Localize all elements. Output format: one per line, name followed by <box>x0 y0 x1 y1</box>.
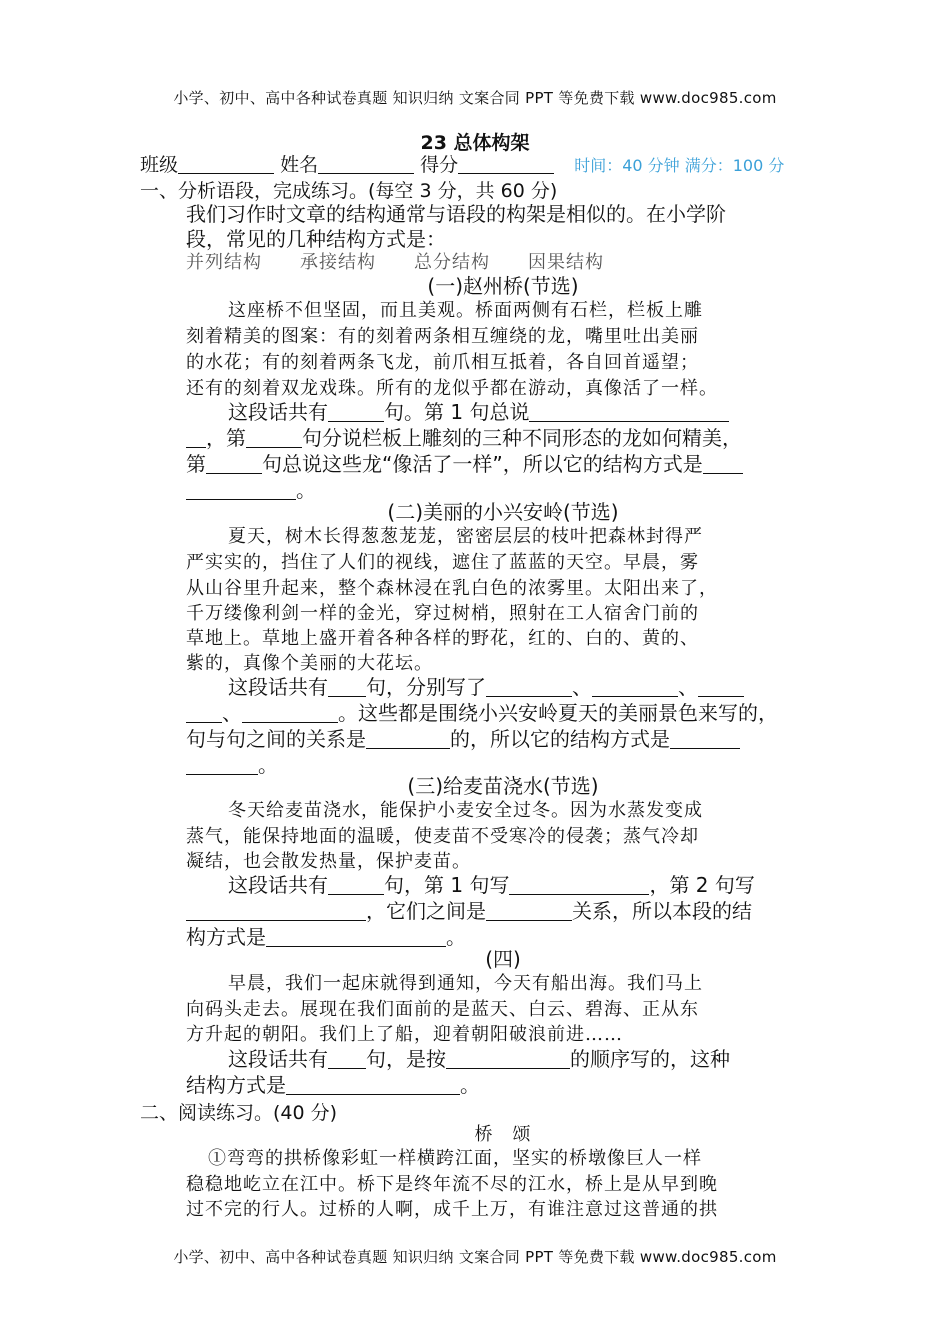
q-text: 这段话共有 <box>228 873 328 897</box>
q-text: 句与句之间的关系是 <box>186 727 366 751</box>
page-header: 小学、初中、高中各种试卷真题 知识归纳 文案合同 PPT 等免费下载 www.doc985.com <box>173 89 777 107</box>
answer-blank[interactable] <box>328 401 384 422</box>
answer-blank[interactable] <box>266 926 446 947</box>
page-title: 23 总体构架 <box>420 132 530 154</box>
option: 因果结构 <box>528 252 604 273</box>
question-line <box>186 674 820 700</box>
q-text: 句总说这些龙“像活了一样”，所以它的结构方式是 <box>262 452 703 476</box>
passage-line: 还有的刻着双龙戏珠。所有的龙似乎都在游动，真像活了一样。 <box>186 378 718 399</box>
passage-line: 严实实的，挡住了人们的视线，遮住了蓝蓝的天空。早晨，雾 <box>186 552 699 573</box>
q-text: 的顺序写的，这种 <box>570 1047 730 1071</box>
answer-blank[interactable] <box>186 754 258 775</box>
class-label: 班级 <box>140 154 179 176</box>
question-line <box>186 700 820 726</box>
answer-blank[interactable] <box>592 676 678 697</box>
answer-blank[interactable] <box>670 728 740 749</box>
q-text: 句，第 1 句写 <box>384 873 510 897</box>
q-text: 第 <box>186 452 206 476</box>
time-info: 时间：40 分钟 满分：100 分 <box>574 156 785 175</box>
q-text: 。这些都是围绕小兴安岭夏天的美丽景色来写的， <box>338 701 778 725</box>
question-line <box>186 726 820 752</box>
q-text: 这段话共有 <box>228 400 328 424</box>
name-blank[interactable] <box>318 153 414 174</box>
question-line <box>186 451 820 477</box>
q-text: 。 <box>460 1073 480 1097</box>
q-text: ，它们之间是 <box>366 899 486 923</box>
section2-heading: 二、阅读练习。(40 分) <box>140 1102 338 1124</box>
question-line <box>186 872 820 898</box>
reading-title: 桥 颂 <box>474 1124 532 1145</box>
answer-blank[interactable] <box>486 900 572 921</box>
passage-line: 千万缕像利剑一样的金光，穿过树梢，照射在工人宿舍门前的 <box>186 603 699 624</box>
passage-line: 蒸气，能保持地面的温暖，使麦苗不受寒冷的侵袭；蒸气冷却 <box>186 826 699 847</box>
passage-line: 草地上。草地上盛开着各种各样的野花，红的、白的、黄的、 <box>186 628 699 649</box>
q-text: 结构方式是 <box>186 1073 286 1097</box>
option: 总分结构 <box>414 252 490 273</box>
passage-title: (三)给麦苗浇水(节选) <box>407 774 599 798</box>
passage-line: 方升起的朝阳。我们上了船，迎着朝阳破浪前进…… <box>186 1024 623 1045</box>
answer-blank[interactable] <box>698 676 744 697</box>
section1-heading: 一、分析语段，完成练习。(每空 3 分，共 60 分) <box>140 180 558 202</box>
answer-blank[interactable] <box>328 676 366 697</box>
q-text: 句，分别写了 <box>366 675 486 699</box>
question-line <box>186 425 820 451</box>
answer-blank[interactable] <box>242 702 338 723</box>
passage-line: 早晨，我们一起床就得到通知，今天有船出海。我们马上 <box>228 973 703 994</box>
q-text: ，第 2 句写 <box>649 873 755 897</box>
q-text: 。 <box>446 925 466 949</box>
question-line <box>186 399 820 425</box>
intro-line: 我们习作时文章的结构通常与语段的构架是相似的。在小学阶 <box>186 202 726 226</box>
answer-blank[interactable] <box>186 427 206 448</box>
answer-blank[interactable] <box>246 427 302 448</box>
class-blank[interactable] <box>178 153 274 174</box>
passage-line: 稳稳地屹立在江中。桥下是终年流不尽的江水，桥上是从早到晚 <box>186 1174 718 1195</box>
q-text: ，第 <box>206 426 246 450</box>
passage-title: (一)赵州桥(节选) <box>427 274 579 298</box>
option: 承接结构 <box>300 252 376 273</box>
answer-blank[interactable] <box>703 453 743 474</box>
answer-blank[interactable] <box>446 1048 570 1069</box>
score-blank[interactable] <box>458 153 554 174</box>
option: 并列结构 <box>186 252 262 273</box>
q-text: 构方式是 <box>186 925 266 949</box>
passage-line: 这座桥不但坚固，而且美观。桥面两侧有石栏，栏板上雕 <box>228 300 703 321</box>
question-line <box>186 898 820 924</box>
answer-blank[interactable] <box>206 453 262 474</box>
passage-line: 的水花；有的刻着两条飞龙，前爪相互抵着，各自回首遥望； <box>186 352 699 373</box>
answer-blank[interactable] <box>186 479 296 500</box>
question-line <box>186 1072 820 1098</box>
answer-blank[interactable] <box>286 1074 460 1095</box>
passage-line: 刻着精美的图案：有的刻着两条相互缠绕的龙，嘴里吐出美丽 <box>186 326 699 347</box>
passage-line: 向码头走去。展现在我们面前的是蓝天、白云、碧海、正从东 <box>186 999 699 1020</box>
q-text: 这段话共有 <box>228 675 328 699</box>
q-text: 句。第 1 句总说 <box>384 400 530 424</box>
answer-blank[interactable] <box>328 1048 366 1069</box>
passage-line: 紫的，真像个美丽的大花坛。 <box>186 653 433 674</box>
answer-blank[interactable] <box>328 874 384 895</box>
q-text: 这段话共有 <box>228 1047 328 1071</box>
passage-line: 夏天，树木长得葱葱茏茏，密密层层的枝叶把森林封得严 <box>228 526 703 547</box>
answer-blank[interactable] <box>486 676 572 697</box>
passage-line: 过不完的行人。过桥的人啊，成千上万，有谁注意过这普通的拱 <box>186 1199 718 1220</box>
passage-line: 凝结，也会散发热量，保护麦苗。 <box>186 851 471 872</box>
score-label: 得分 <box>420 154 459 176</box>
q-text: 句，是按 <box>366 1047 446 1071</box>
passage-line: 从山谷里升起来，整个森林浸在乳白色的浓雾里。太阳出来了， <box>186 578 718 599</box>
question-line <box>186 1046 820 1072</box>
q-text: 的，所以它的结构方式是 <box>450 727 670 751</box>
q-text: 、 <box>222 701 242 725</box>
q-text: 、 <box>678 675 698 699</box>
q-text: 。 <box>258 753 278 777</box>
page-footer: 小学、初中、高中各种试卷真题 知识归纳 文案合同 PPT 等免费下载 www.doc985.com <box>173 1248 777 1266</box>
passage-title: (二)美丽的小兴安岭(节选) <box>387 500 619 524</box>
passage-line: ①弯弯的拱桥像彩虹一样横跨江面，坚实的桥墩像巨人一样 <box>208 1148 702 1169</box>
answer-blank[interactable] <box>186 900 366 921</box>
info-row <box>140 150 784 177</box>
answer-blank[interactable] <box>366 728 450 749</box>
q-text: 。 <box>296 478 316 502</box>
answer-blank[interactable] <box>509 874 649 895</box>
q-text: 关系，所以本段的结 <box>572 899 752 923</box>
answer-blank[interactable] <box>186 702 222 723</box>
intro-line: 段，常见的几种结构方式是： <box>186 227 446 251</box>
name-label: 姓名 <box>280 154 319 176</box>
q-text: 句分说栏板上雕刻的三种不同形态的龙如何精美， <box>302 426 742 450</box>
passage-title: (四) <box>485 947 521 971</box>
q-text: 、 <box>572 675 592 699</box>
passage-line: 冬天给麦苗浇水，能保护小麦安全过冬。因为水蒸发变成 <box>228 800 703 821</box>
answer-blank[interactable] <box>529 401 729 422</box>
